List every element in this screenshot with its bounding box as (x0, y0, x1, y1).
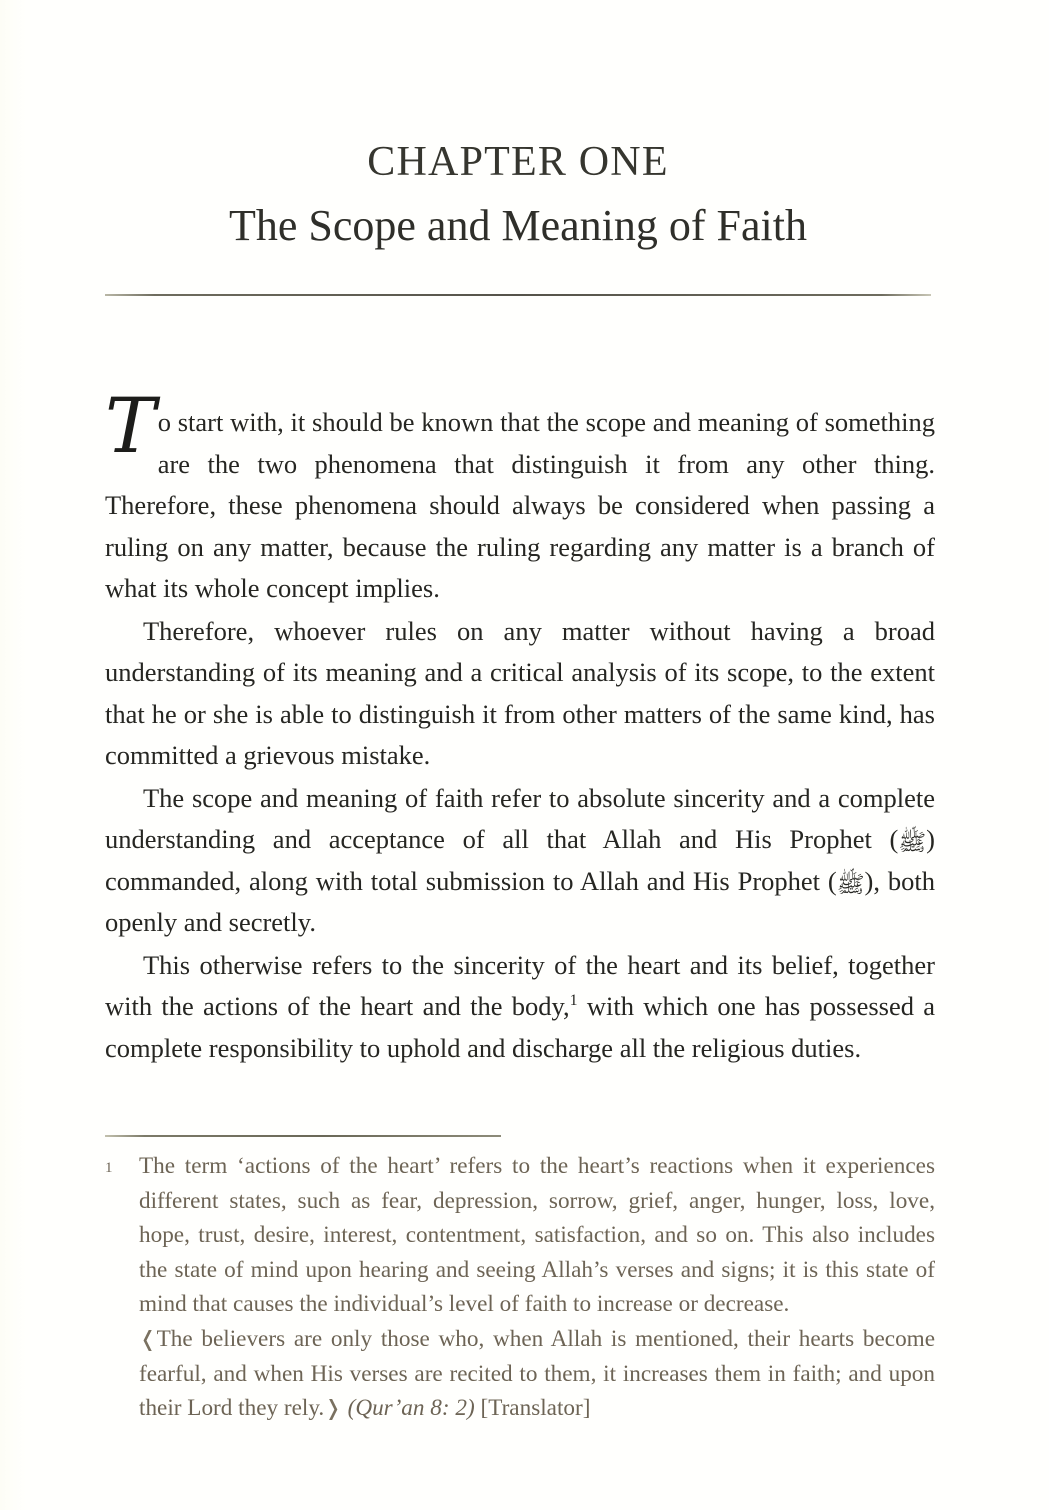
body-paragraph-3-text-c: ), both openly and secretly. (105, 865, 935, 937)
body-paragraph-4-text-a: This otherwise refers to the sincerity of the heart and its belief, together with the actions of the heart and the body, (105, 949, 935, 1021)
body-paragraph-3 (105, 778, 935, 944)
drop-cap-letter: T (105, 381, 156, 470)
footnote-reference-marker[interactable]: 1 (569, 992, 578, 1010)
sallallahu-alayhi-wasallam-icon: ﷺ (836, 871, 865, 898)
body-paragraph-1-text: o start with, it should be known that the scope and meaning of something are the two phenomena that distinguish it from any other thing. Therefore, these phenomena should always be considered when passing a ruling on any matter, because the ruling regarding any matter is a branch of what its whole concept implies. (105, 407, 935, 603)
body-text-column (105, 381, 936, 1069)
sallallahu-alayhi-wasallam-icon: ﷺ (898, 830, 927, 856)
footnote-number: 1 (105, 1160, 113, 1176)
body-paragraph-1 (105, 381, 935, 610)
heading-divider-rule (105, 294, 931, 296)
body-paragraph-4 (105, 945, 935, 1070)
chapter-label: CHAPTER ONE (367, 139, 669, 185)
footnote-block (105, 1149, 935, 1426)
ornate-quote-close-icon: ❭ (324, 1396, 342, 1421)
footnote-quran-quote (139, 1322, 935, 1426)
body-paragraph-3-text-a: The scope and meaning of faith refer to absolute sincerity and a complete understanding and acceptance of all that Allah and His Prophet ( (105, 782, 935, 854)
footnote-separator-rule (105, 1135, 501, 1137)
body-paragraph-2-text: Therefore, whoever rules on any matter without having a broad understanding of its meaning and a critical analysis of its scope, to the extent that he or she is able to distinguish it from other matters of the same kind, has committed a grievous mistake. (105, 615, 935, 770)
footnote-citation: (Qur’an 8: 2) (347, 1395, 475, 1422)
body-paragraph-3-text-b: ) commanded, along with total submission to Allah and His Prophet ( (105, 824, 935, 896)
footnote-body (139, 1149, 935, 1426)
footnote-paragraph-1: The term ‘actions of the heart’ refers to the heart’s reactions when it experiences different states, such as fear, depression, sorrow, grief, anger, hunger, loss, love, hope, trust, desire, interest, contentment, satisfaction, and so on. This also includes the state of mind upon hearing and seeing Allah’s verses and signs; it is this state of mind that causes the individual’s level of faith to increase or decrease. (139, 1153, 935, 1318)
chapter-title: The Scope and Meaning of Faith (229, 201, 807, 251)
body-paragraph-2 (105, 611, 935, 777)
body-paragraph-4-text-b: with which one has possessed a complete responsibility to uphold and discharge all the religious duties. (105, 991, 936, 1063)
footnote-quote-text: The believers are only those who, when Allah is mentioned, their hearts become fearful, and when His verses are recited to them, it increases them in faith; and upon their Lord they rely. (139, 1325, 935, 1422)
ornate-quote-open-icon: ❬ (139, 1326, 157, 1351)
chapter-heading (105, 140, 931, 250)
footnote-attribution: [Translator] (480, 1395, 591, 1422)
